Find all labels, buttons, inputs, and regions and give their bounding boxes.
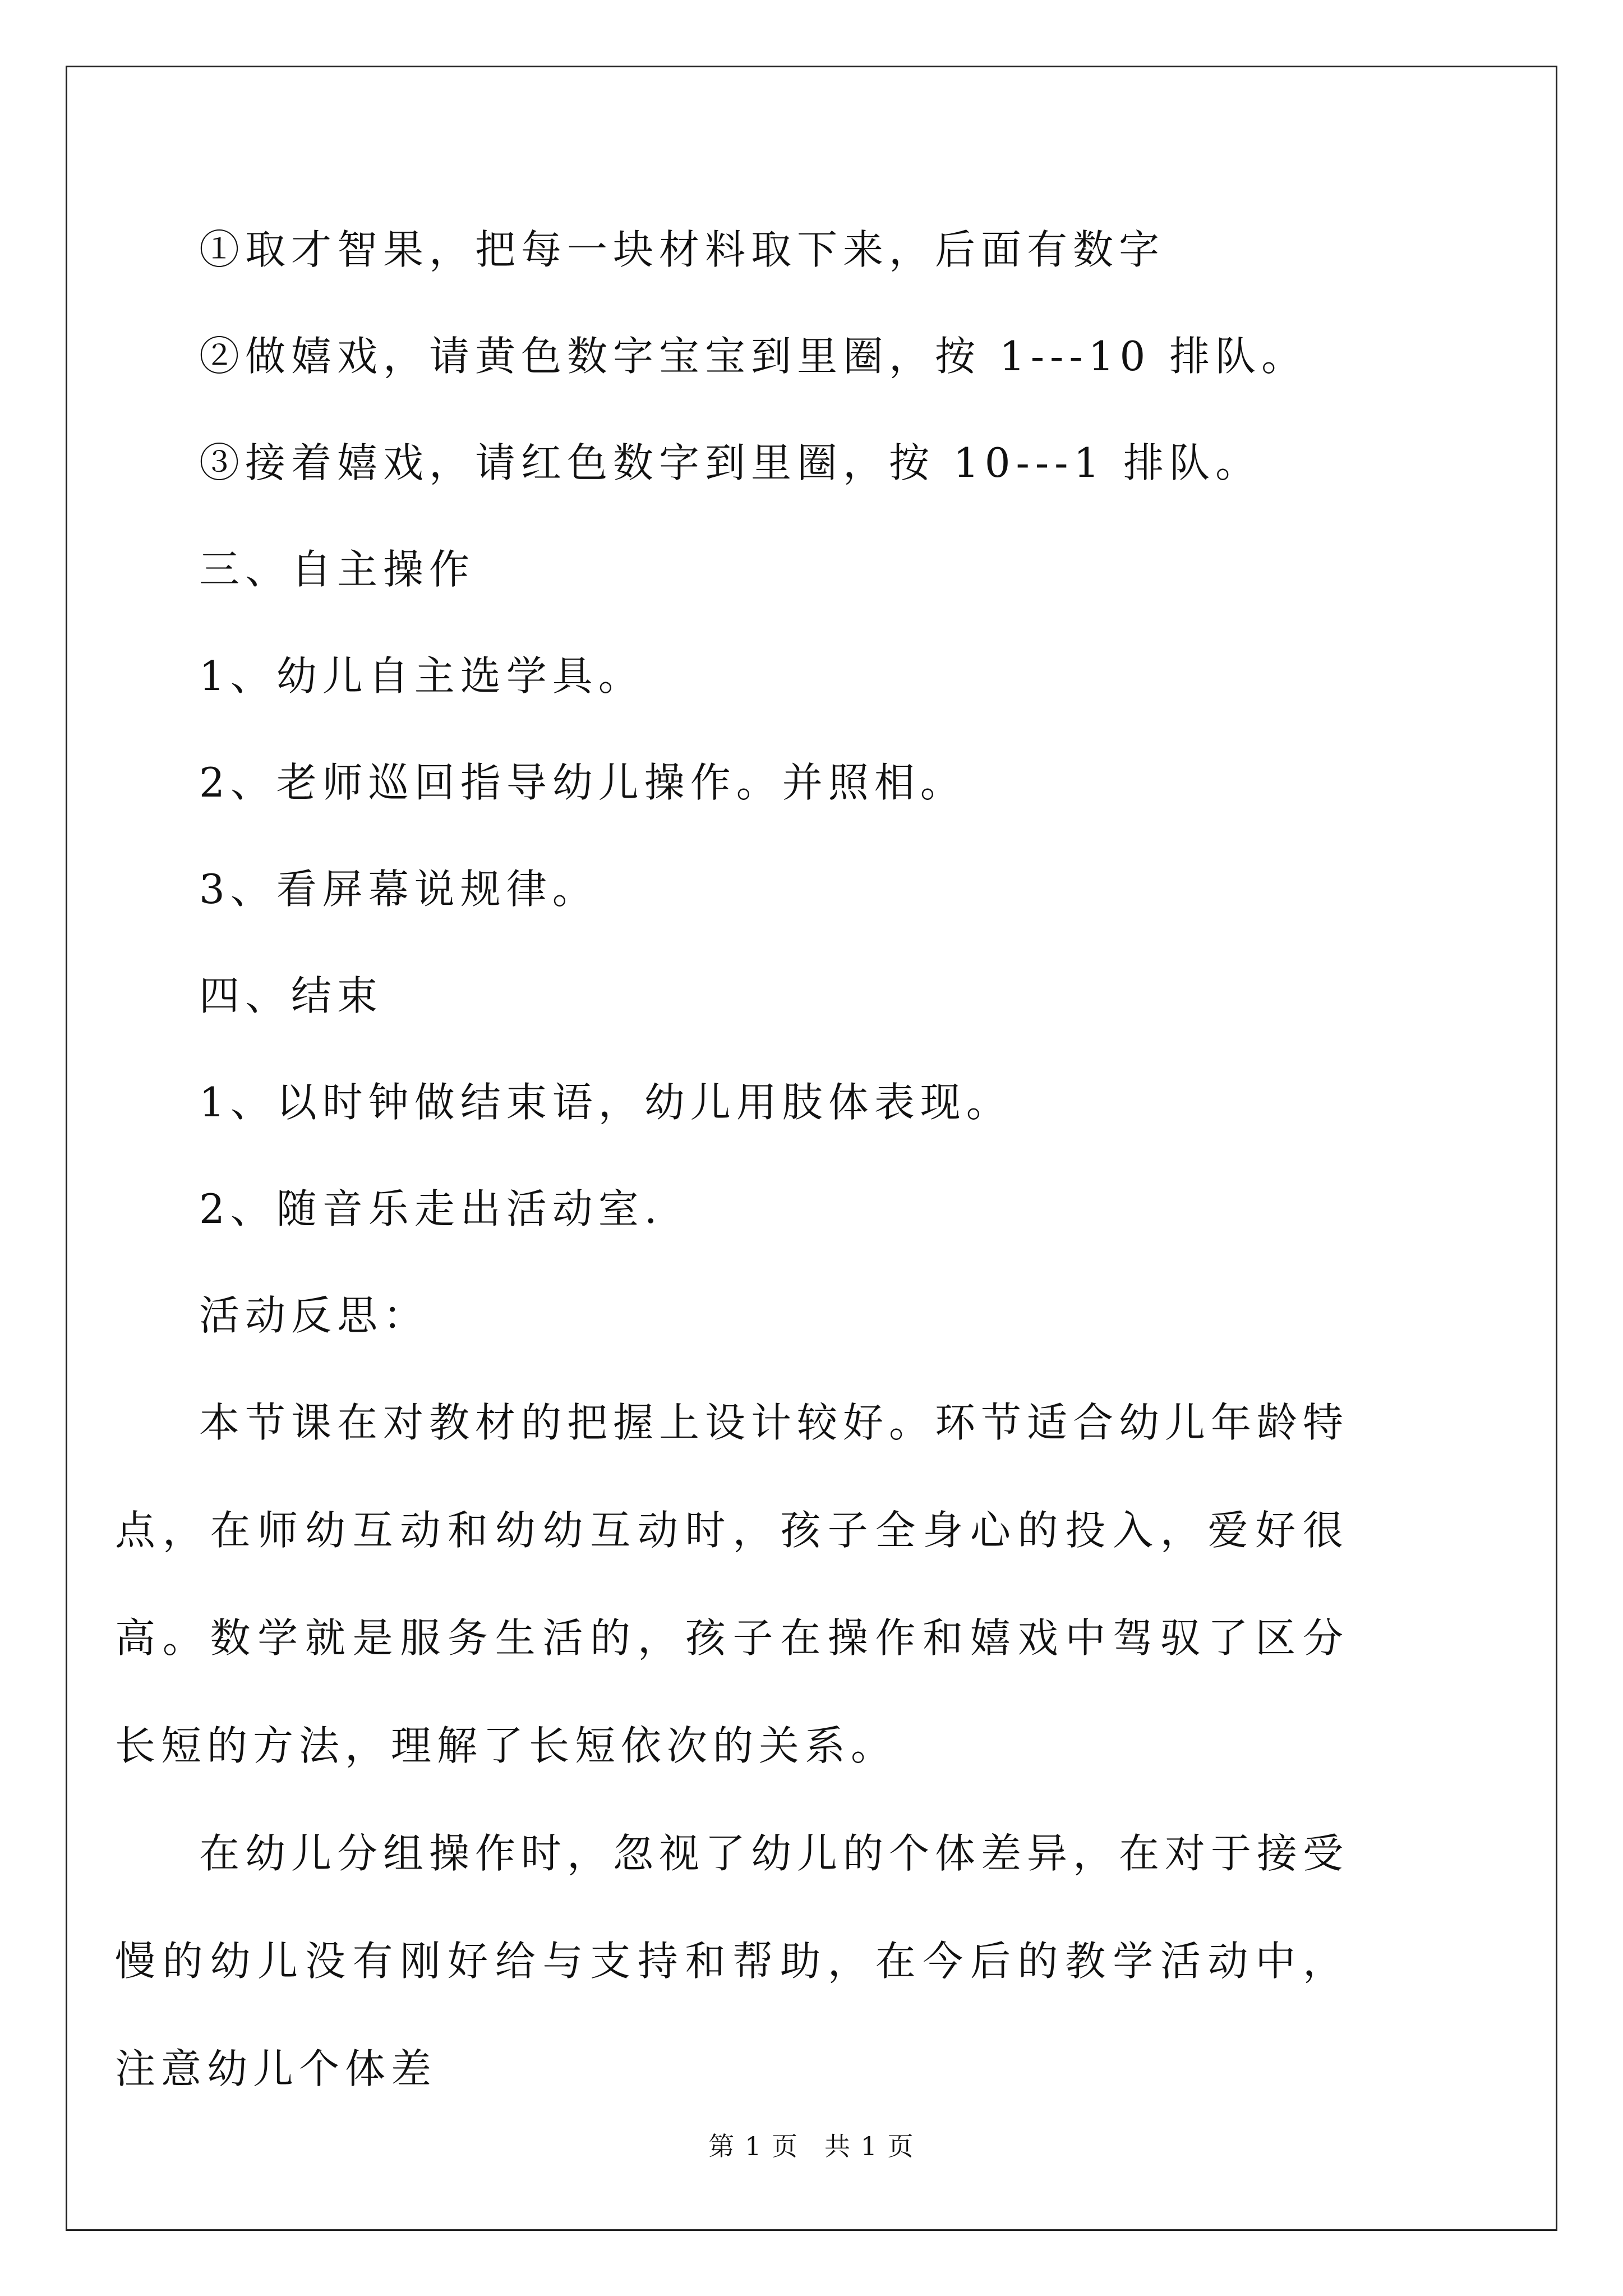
paragraph-step-3: ③接着嬉戏，请红色数字到里圈，按 10---1 排队。 (199, 439, 1262, 486)
section-heading-reflection: 活动反思： (199, 1292, 430, 1339)
paragraph-reflection-1: 本节课在对教材的把握上设计较好。环节适合幼儿年龄特点，在师幼互动和幼幼互动时，孩子全身心的投入，爱好很高。数学就是服务生活的，孩子在操作和嬉戏中驾驭了区分长短的方法，理解了长短依次的关系。 (115, 1399, 1349, 1769)
paragraph-reflection-2: 在幼儿分组操作时，忽视了幼儿的个体差异，在对于接受慢的幼儿没有刚好给与支持和帮助，在今后的教学活动中，注意幼儿个体差 (115, 1830, 1349, 2092)
paragraph-item-1: 1、幼儿自主选学具。 (199, 652, 644, 700)
paragraph-step-2: ②做嬉戏，请黄色数字宝宝到里圈，按 1---10 排队。 (199, 333, 1308, 380)
paragraph-step-1: ①取才智果，把每一块材料取下来，后面有数字 (199, 226, 1165, 273)
paragraph-item-3: 3、看屏幕说规律。 (199, 866, 598, 913)
paragraph-item-2: 2、老师巡回指导幼儿操作。并照相。 (199, 759, 966, 806)
page-footer (0, 2126, 1623, 2163)
page-number: 第 1 页 (708, 2131, 799, 2161)
page-total: 共 1 页 (824, 2131, 915, 2161)
section-heading-end: 四、结束 (199, 972, 384, 1019)
document-body (115, 196, 1433, 2123)
paragraph-end-2: 2、随音乐走出活动室. (199, 1185, 663, 1232)
paragraph-end-1: 1、以时钟做结束语，幼儿用肢体表现。 (199, 1079, 1012, 1126)
section-heading-self-operation: 三、自主操作 (199, 546, 476, 593)
